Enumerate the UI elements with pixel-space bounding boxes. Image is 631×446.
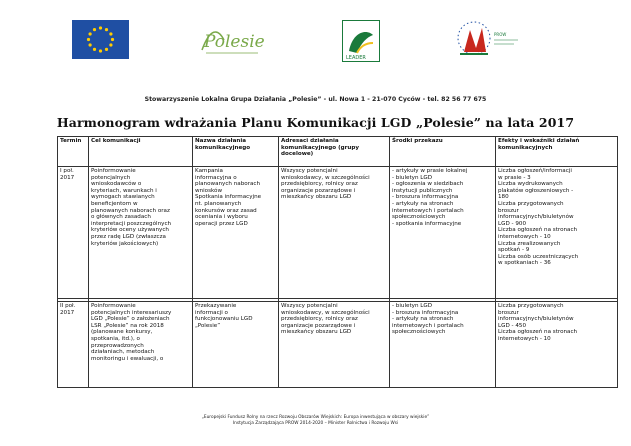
cell-line: internetowych - 10 <box>498 335 551 342</box>
cell-line: - biuletyn LGD <box>392 174 433 181</box>
cell-line: Liczba przygotowanych <box>498 303 564 309</box>
cell-line: spotkań - 9 <box>498 247 530 254</box>
cell-line: potencjalnych interesariuszy <box>91 309 172 316</box>
cell-line: działaniach, metodach <box>91 349 155 356</box>
cell-srodki <box>390 302 496 388</box>
cell-line: LGD - 450 <box>498 322 527 329</box>
cell-line: przedsiębiorcy, rolnicy oraz <box>281 316 358 323</box>
cell-line: nt. planowanych <box>195 200 242 207</box>
cell-efekty <box>496 167 618 299</box>
cell-line: instytucji publicznych <box>392 187 453 194</box>
cell-line: - spotkania informacyjne <box>392 220 462 227</box>
column-header-efekty: Efekty i wskaźniki działań komunikacyjnych <box>496 137 618 167</box>
cell-line: - artykuły w prasie lokalnej <box>392 168 468 174</box>
footer-line-1: „Europejski Fundusz Rolny na rzecz Rozwoju Obszarów Wiejskich: Europa inwestująca w obszary wiejskie” <box>201 415 430 420</box>
cell-line: - ogłoszenia w siedzibach <box>392 181 464 188</box>
cell-line: II poł. <box>60 303 76 309</box>
column-header-termin: Termin <box>58 137 89 167</box>
cell-line: Wszyscy potencjalni <box>281 168 338 174</box>
cell-line: 180 <box>498 194 509 201</box>
column-header-nazwa: Nazwa działania komunikacyjnego <box>193 137 279 167</box>
cell-termin <box>58 302 89 388</box>
cell-line: Poinformowanie <box>91 303 136 309</box>
cell-cel <box>89 302 193 388</box>
cell-line: LGD „Polesie” o założeniach <box>91 316 170 323</box>
cell-line: informacji o <box>195 309 228 316</box>
cell-termin <box>58 167 89 299</box>
svg-text:Polesie: Polesie <box>204 32 265 52</box>
cell-line: (planowane konkursy, <box>91 329 153 336</box>
cell-line: Poinformowanie <box>91 168 136 174</box>
svg-text:PROW: PROW <box>494 32 507 37</box>
polesie-logo <box>196 20 266 60</box>
cell-line: Wszyscy potencjalni <box>281 303 338 309</box>
cell-line: Liczba wydrukowanych <box>498 181 563 188</box>
cell-line: operacji przez LGD <box>195 220 248 227</box>
cell-line: Liczba zrealizowanych <box>498 240 561 247</box>
cell-line: funkcjonowaniu LGD <box>195 316 253 323</box>
column-header-adresaci: Adresaci działania komunikacyjnego (grupy docelowe) <box>279 137 390 167</box>
cell-line: - broszura informacyjna <box>392 194 459 201</box>
cell-line: Liczba osób uczestniczących <box>498 253 579 260</box>
cell-line: - artykuły na stronach <box>392 316 454 323</box>
cell-line: planowanych naborach <box>195 181 261 188</box>
cell-line: planowanych naborach oraz <box>91 207 170 214</box>
footer <box>0 415 631 426</box>
cell-line: wymogach stawianych <box>91 194 155 201</box>
cell-line: interpretacji poszczególnych <box>91 220 172 227</box>
page-title: Harmonogram wdrażania Planu Komunikacji LGD „Polesie” na lata 2017 <box>56 115 575 130</box>
column-header-cel: Cel komunikacji <box>89 137 193 167</box>
cell-line: Liczba ogłoszeń na stronach <box>498 227 578 234</box>
table-header-row <box>58 137 618 167</box>
cell-line: 2017 <box>60 309 75 316</box>
cell-line: mieszkańcy obszaru LGD <box>281 194 352 201</box>
cell-line: oceniania i wyboru <box>195 214 248 221</box>
cell-adresaci <box>279 167 390 299</box>
table-row <box>58 302 618 388</box>
cell-line: informacyjnych/biuletynów <box>498 214 574 221</box>
cell-line: Przekazywanie <box>195 303 237 309</box>
cell-line: plakatów ogłoszeniowych - <box>498 187 574 194</box>
prow-logo <box>452 18 522 62</box>
cell-line: LGD - 900 <box>498 220 527 227</box>
cell-line: kryteriach, warunkach i <box>91 187 157 194</box>
cell-line: informacyjnych/biuletynów <box>498 316 574 323</box>
cell-adresaci <box>279 302 390 388</box>
cell-line: internetowych i portalach <box>392 207 464 214</box>
cell-line: konkursów oraz zasad <box>195 207 257 214</box>
cell-line: mieszkańcy obszaru LGD <box>281 329 352 336</box>
cell-line: wnioskodawcy, w szczególności <box>281 174 370 181</box>
cell-cel <box>89 167 193 299</box>
cell-line: - biuletyn LGD <box>392 303 433 309</box>
column-header-srodki: Środki przekazu <box>390 137 496 167</box>
cell-line: wnioskodawców o <box>91 181 142 188</box>
cell-line: przeprowadzonych <box>91 342 144 349</box>
footer-line-2: Instytucja Zarządzająca PROW 2014-2020 – Minister Rolnictwa i Rozwoju Wsi <box>232 420 399 426</box>
cell-line: internetowych i portalach <box>392 322 464 329</box>
cell-line: Liczba ogłoszeń/informacji <box>498 168 572 174</box>
cell-srodki <box>390 167 496 299</box>
cell-line: Liczba ogłoszeń na stronach <box>498 329 578 336</box>
cell-line: przedsiębiorcy, rolnicy oraz <box>281 181 358 188</box>
svg-text:LEADER: LEADER <box>346 55 366 61</box>
logo-strip <box>0 14 631 70</box>
cell-line: potencjalnych <box>91 174 131 181</box>
cell-line: organizacje pozarządowe i <box>281 322 356 329</box>
cell-line: broszur <box>498 309 519 316</box>
cell-line: internetowych - 10 <box>498 233 551 240</box>
cell-line: spotkania, itd.), o <box>91 335 140 342</box>
cell-line: organizacje pozarządowe i <box>281 187 356 194</box>
cell-nazwa <box>193 302 279 388</box>
cell-line: wniosków <box>195 187 223 194</box>
cell-line: „Polesie” <box>195 322 221 329</box>
cell-line: 2017 <box>60 174 75 181</box>
cell-line: LSR „Polesie” na rok 2018 <box>91 322 164 329</box>
cell-line: beneficjentom w <box>91 200 138 207</box>
cell-line: kryteriów jakościowych) <box>91 240 159 247</box>
cell-line: o głównych zasadach <box>91 214 151 221</box>
cell-line: informacyjna o <box>195 174 237 181</box>
cell-line: przez radę LGD (zwłaszcza <box>91 233 166 240</box>
cell-nazwa <box>193 167 279 299</box>
cell-line: Kampania <box>195 168 223 174</box>
leader-logo <box>342 20 380 62</box>
cell-line: broszur <box>498 207 519 214</box>
organization-address: Stowarzyszenie Lokalna Grupa Działania „Polesie” - ul. Nowa 1 - 21-070 Cyców - tel. 82 56 77 675 <box>144 96 487 103</box>
cell-line: Liczba przygotowanych <box>498 200 564 207</box>
cell-line: - broszura informacyjna <box>392 309 459 316</box>
cell-line: - artykuły na stronach <box>392 200 454 207</box>
cell-line: Spotkania informacyjne <box>195 194 262 201</box>
cell-line: I poł. <box>60 168 74 174</box>
cell-line: społecznościowych <box>392 329 446 336</box>
cell-line: kryteriów oceny używanych <box>91 227 169 234</box>
cell-line: społecznościowych <box>392 214 446 221</box>
cell-efekty <box>496 302 618 388</box>
cell-line: w spotkaniach - 36 <box>498 260 551 267</box>
table-row <box>58 167 618 299</box>
cell-line: w prasie - 3 <box>498 174 531 181</box>
cell-line: wnioskodawcy, w szczególności <box>281 309 370 316</box>
schedule-table <box>57 136 618 388</box>
cell-line: monitoringu i ewaluacji, o <box>91 355 164 362</box>
eu-flag-logo <box>72 20 129 59</box>
